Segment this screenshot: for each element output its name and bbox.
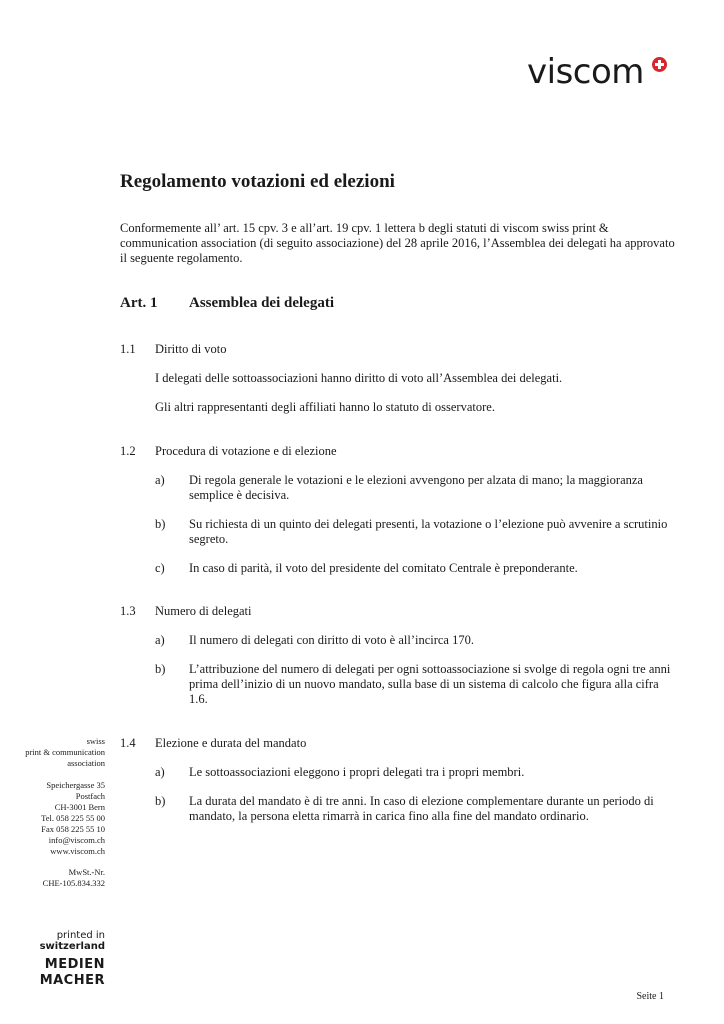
phone-number: Tel. 058 225 55 00 (41, 813, 105, 823)
email-link[interactable]: info@viscom.ch (48, 835, 105, 845)
printed-in-switzerland-logo (30, 930, 105, 952)
fax-number: Fax 058 225 55 10 (41, 824, 105, 834)
address-city: CH-3001 Bern (54, 802, 105, 812)
list-item-letter: b) (155, 794, 166, 808)
website-link[interactable]: www.viscom.ch (50, 846, 105, 856)
section-title: Elezione e durata del mandato (155, 736, 307, 750)
section-number: 1.4 (120, 736, 136, 750)
sidebar-line: print & communication (25, 747, 105, 757)
sidebar-line: association (67, 758, 105, 768)
list-item-letter: b) (155, 517, 166, 531)
article-number: Art. 1 (120, 295, 158, 311)
list-item-text: In caso di parità, il voto del presidente del comitato Centrale è preponderante. (189, 561, 578, 575)
section-number: 1.2 (120, 444, 136, 458)
vat-number: CHE-105.834.332 (42, 878, 105, 888)
address-street: Speichergasse 35 (46, 780, 105, 790)
vat-label: MwSt.-Nr. (68, 867, 105, 877)
sidebar-address (10, 780, 105, 857)
document-title: Regolamento votazioni ed elezioni (120, 171, 395, 192)
list-item-text: La durata del mandato è di tre anni. In caso di elezione complementare durante un periodo di mandato, la persona eletta rimarrà in carica fino alla fine del mandato ordinario. (189, 794, 654, 823)
list-item-letter: a) (155, 633, 165, 647)
article-title: Assemblea dei delegati (189, 295, 334, 311)
list-item-letter: c) (155, 561, 165, 575)
sidebar-vat (10, 867, 105, 889)
viscom-logo: viscom (527, 52, 644, 92)
section-paragraph: I delegati delle sottoassociazioni hanno diritto di voto all’Assemblea dei delegati. (155, 371, 563, 385)
section-number: 1.3 (120, 604, 136, 618)
medien-line: MEDIEN (44, 957, 105, 972)
medien-macher-logo (30, 957, 105, 989)
printed-line: switzerland (39, 941, 105, 952)
list-item-letter: a) (155, 473, 165, 487)
section-title: Diritto di voto (155, 342, 227, 356)
medien-line: MACHER (39, 973, 105, 988)
list-item-text: Le sottoassociazioni eleggono i propri delegati tra i propri membri. (189, 765, 525, 779)
list-item-text: Il numero di delegati con diritto di voto è all’incirca 170. (189, 633, 474, 647)
page-number: Seite 1 (636, 991, 664, 1002)
list-item-letter: b) (155, 662, 166, 676)
list-item-text: Di regola generale le votazioni e le elezioni avvengono per alzata di mano; la maggioranza semplice è decisiva. (189, 473, 643, 502)
address-postbox: Postfach (75, 791, 105, 801)
list-item-text: L’attribuzione del numero di delegati per ogni sottoassociazione si svolge di regola ogni tre anni prima dell’inizio di un nuovo mandato, sulla base di un sistema di calcolo che figura alla cifra 1.6. (189, 662, 671, 706)
swiss-cross-icon (652, 57, 667, 72)
section-number: 1.1 (120, 342, 136, 356)
section-title: Procedura di votazione e di elezione (155, 444, 337, 458)
intro-paragraph: Conformemente all’ art. 15 cpv. 3 e all’art. 19 cpv. 1 lettera b degli statuti di viscom swiss print & communication association (di seguito associazione) del 28 aprile 2016, l’Assemblea dei delegati ha approvato il seguente regolamento. (120, 221, 675, 265)
list-item-letter: a) (155, 765, 165, 779)
sidebar-line: swiss (86, 736, 105, 746)
list-item-text: Su richiesta di un quinto dei delegati presenti, la votazione o l’elezione può avvenire a scrutinio segreto. (189, 517, 668, 546)
section-title: Numero di delegati (155, 604, 252, 618)
sidebar-org (10, 736, 105, 769)
section-paragraph: Gli altri rappresentanti degli affiliati hanno lo statuto di osservatore. (155, 400, 495, 414)
printed-line: printed in (56, 930, 105, 941)
